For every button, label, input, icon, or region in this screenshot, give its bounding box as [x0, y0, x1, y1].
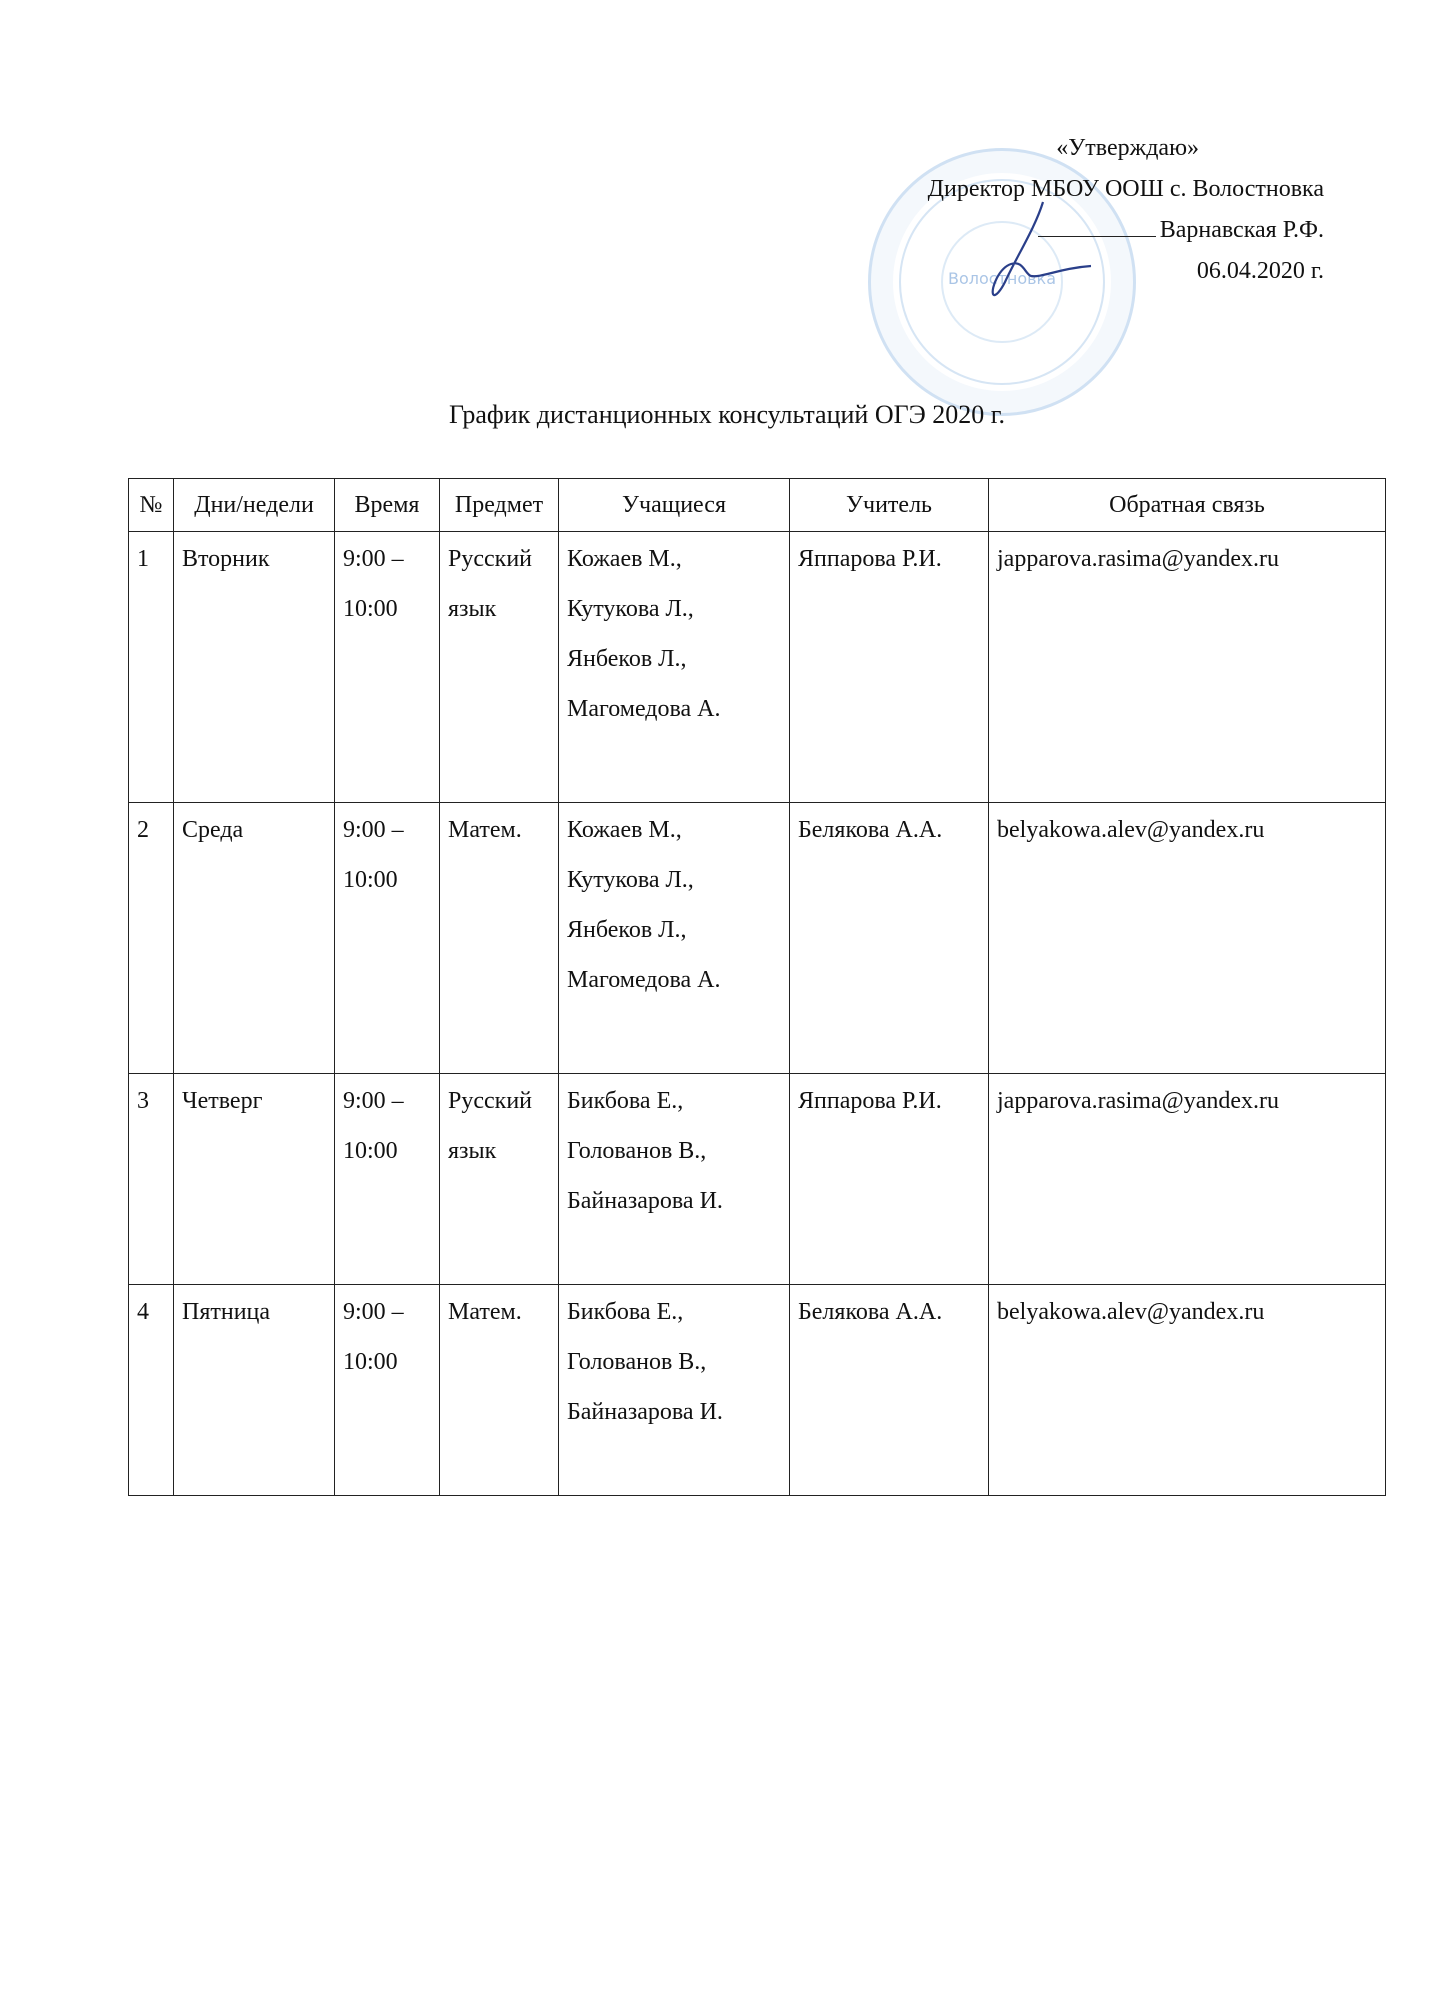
header-number: №	[129, 479, 174, 532]
seal-text: Волостновка	[947, 269, 1057, 288]
header-time: Время	[335, 479, 440, 532]
time-end: 10:00	[343, 1349, 398, 1375]
row-contact-email[interactable]: japparova.rasima@yandex.ru	[989, 1074, 1386, 1285]
row-day: Пятница	[174, 1285, 335, 1496]
row-day: Вторник	[174, 532, 335, 803]
row-students	[559, 532, 790, 803]
row-subject	[440, 803, 559, 1074]
page-title: График дистанционных консультаций ОГЭ 2020 г.	[448, 400, 1006, 429]
row-teacher: Яппарова Р.И.	[790, 532, 989, 803]
header-students: Учащиеся	[559, 479, 790, 532]
subject-line: Русский	[448, 546, 532, 572]
row-number: 2	[129, 803, 174, 1074]
student-name: Байназарова И.	[567, 1188, 723, 1214]
approval-date: 06.04.2020 г.	[1196, 258, 1324, 284]
row-number: 3	[129, 1074, 174, 1285]
subject-line: язык	[448, 596, 497, 622]
time-end: 10:00	[343, 1138, 398, 1164]
student-name: Голованов В.,	[567, 1138, 707, 1164]
time-start: 9:00 –	[343, 1299, 404, 1325]
student-name: Кожаев М.,	[567, 817, 682, 843]
row-time	[335, 803, 440, 1074]
approval-heading: «Утверждаю»	[1056, 135, 1199, 161]
row-time	[335, 1285, 440, 1496]
row-teacher: Белякова А.А.	[790, 803, 989, 1074]
table-header-row	[129, 479, 1386, 532]
row-students	[559, 803, 790, 1074]
student-name: Магомедова А.	[567, 696, 721, 722]
row-subject	[440, 532, 559, 803]
row-subject	[440, 1074, 559, 1285]
row-contact-email[interactable]: belyakowa.alev@yandex.ru	[989, 1285, 1386, 1496]
subject-line: язык	[448, 1138, 497, 1164]
student-name: Кутукова Л.,	[567, 867, 694, 893]
student-name: Магомедова А.	[567, 967, 721, 993]
signature-line	[1038, 216, 1156, 237]
schedule-table	[128, 478, 1386, 1496]
header-teacher: Учитель	[790, 479, 989, 532]
time-start: 9:00 –	[343, 546, 404, 572]
table-row	[129, 1285, 1386, 1496]
approval-block	[928, 128, 1324, 292]
subject-line: Матем.	[448, 817, 522, 843]
header-contact: Обратная связь	[989, 479, 1386, 532]
time-start: 9:00 –	[343, 1088, 404, 1114]
row-subject	[440, 1285, 559, 1496]
row-time	[335, 1074, 440, 1285]
subject-line: Матем.	[448, 1299, 522, 1325]
table-row	[129, 532, 1386, 803]
student-name: Кутукова Л.,	[567, 596, 694, 622]
student-name: Байназарова И.	[567, 1399, 723, 1425]
row-contact-email[interactable]: belyakowa.alev@yandex.ru	[989, 803, 1386, 1074]
row-number: 1	[129, 532, 174, 803]
row-day: Четверг	[174, 1074, 335, 1285]
student-name: Бикбова Е.,	[567, 1088, 684, 1114]
time-end: 10:00	[343, 867, 398, 893]
header-subject: Предмет	[440, 479, 559, 532]
director-position: Директор МБОУ ООШ с. Волостновка	[927, 176, 1324, 202]
student-name: Бикбова Е.,	[567, 1299, 684, 1325]
director-signature-line	[928, 210, 1324, 251]
row-number: 4	[129, 1285, 174, 1496]
row-contact-email[interactable]: japparova.rasima@yandex.ru	[989, 532, 1386, 803]
row-day: Среда	[174, 803, 335, 1074]
director-name: Варнавская Р.Ф.	[1159, 217, 1324, 243]
student-name: Янбеков Л.,	[567, 917, 687, 943]
row-students	[559, 1074, 790, 1285]
subject-line: Русский	[448, 1088, 532, 1114]
row-teacher: Белякова А.А.	[790, 1285, 989, 1496]
row-time	[335, 532, 440, 803]
student-name: Кожаев М.,	[567, 546, 682, 572]
row-teacher: Яппарова Р.И.	[790, 1074, 989, 1285]
time-start: 9:00 –	[343, 817, 404, 843]
table-row	[129, 1074, 1386, 1285]
student-name: Голованов В.,	[567, 1349, 707, 1375]
student-name: Янбеков Л.,	[567, 646, 687, 672]
time-end: 10:00	[343, 596, 398, 622]
row-students	[559, 1285, 790, 1496]
header-day: Дни/недели	[174, 479, 335, 532]
table-row	[129, 803, 1386, 1074]
